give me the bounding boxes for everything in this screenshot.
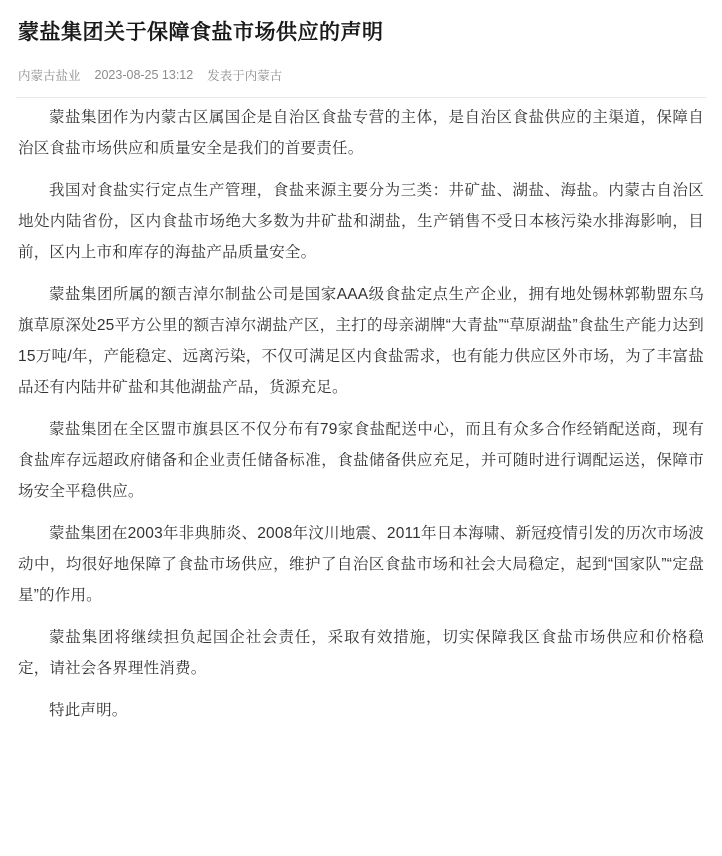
article-timestamp: 2023-08-25 13:12 — [94, 68, 194, 82]
article-paragraph: 蒙盐集团在2003年非典肺炎、2008年汶川地震、2011年日本海啸、新冠疫情引发的历次市场波动中，均很好地保障了食盐市场供应，维护了自治区食盐市场和社会大局稳定，起到“国家队”“定盘星”的作用。 — [18, 525, 704, 604]
article-meta — [16, 66, 706, 84]
article-paragraph: 蒙盐集团所属的额吉淖尔制盐公司是国家AAA级食盐定点生产企业，拥有地处锡林郭勒盟东乌旗草原深处25平方公里的额吉淖尔湖盐产区，主打的母亲湖牌“大青盐”“草原湖盐”食盐生产能力达到15万吨/年，产能稳定、远离污染，不仅可满足区内食盐需求，也有能力供应区外市场，为了丰富盐品还有内陆井矿盐和其他湖盐产品，货源充足。 — [18, 286, 704, 396]
page-title: 蒙盐集团关于保障食盐市场供应的声明 — [18, 21, 384, 44]
article-paragraph: 蒙盐集团作为内蒙古区属国企是自治区食盐专营的主体，是自治区食盐供应的主渠道，保障自治区食盐市场供应和质量安全是我们的首要责任。 — [18, 109, 704, 157]
article-body — [16, 102, 706, 726]
meta-divider — [16, 97, 706, 98]
article-location: 发表于内蒙古 — [207, 69, 283, 83]
article-paragraph: 蒙盐集团在全区盟市旗县区不仅分布有79家食盐配送中心，而且有众多合作经销配送商，现有食盐库存远超政府储备和企业责任储备标准，食盐储备供应充足，并可随时进行调配运送，保障市场安全平稳供应。 — [18, 421, 704, 500]
article-source[interactable]: 内蒙古盐业 — [18, 69, 81, 83]
article-paragraph: 特此声明。 — [49, 702, 128, 719]
article-paragraph: 我国对食盐实行定点生产管理，食盐来源主要分为三类：井矿盐、湖盐、海盐。内蒙古自治区地处内陆省份，区内食盐市场绝大多数为井矿盐和湖盐，生产销售不受日本核污染水排海影响，目前，区内上市和库存的海盐产品质量安全。 — [18, 182, 704, 261]
article-paragraph: 蒙盐集团将继续担负起国企社会责任，采取有效措施，切实保障我区食盐市场供应和价格稳定，请社会各界理性消费。 — [18, 629, 704, 677]
